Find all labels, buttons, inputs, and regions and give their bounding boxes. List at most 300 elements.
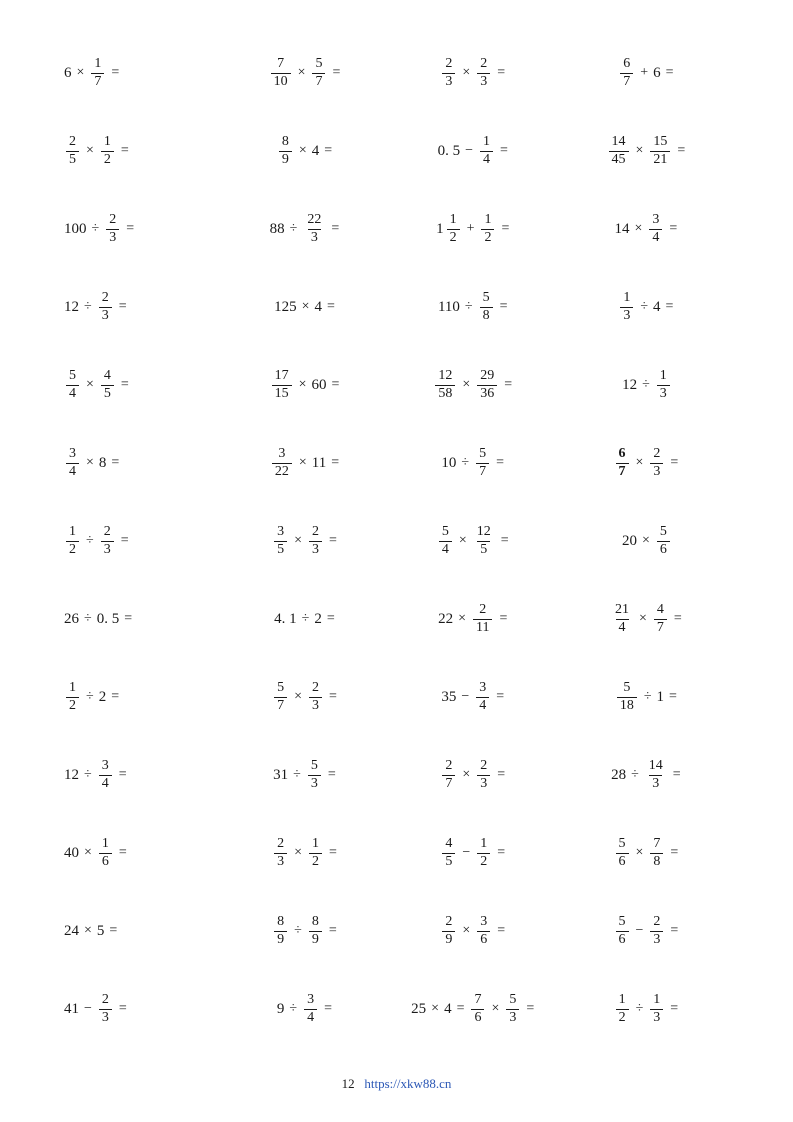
math-operator: = <box>118 299 127 314</box>
fraction-denominator: 3 <box>477 73 490 90</box>
problem-cell <box>559 447 735 479</box>
math-operator: = <box>669 221 678 236</box>
fraction-numerator: 1 <box>484 211 492 227</box>
fraction-denominator: 6 <box>99 853 112 870</box>
problem-row <box>58 892 735 970</box>
fraction-numerator: 17 <box>274 367 289 383</box>
fraction-denominator: 2 <box>616 1009 629 1026</box>
fraction <box>650 447 663 479</box>
math-number: 28 <box>611 766 627 783</box>
fraction-numerator: 6 <box>623 55 631 71</box>
fraction <box>101 369 114 401</box>
math-expression <box>272 837 339 869</box>
problem-cell <box>58 993 222 1025</box>
math-expression <box>64 681 121 713</box>
math-expression <box>614 447 681 479</box>
math-expression <box>270 213 342 245</box>
fraction <box>66 135 79 167</box>
fraction <box>650 993 663 1025</box>
fraction-numerator: 1 <box>659 367 667 383</box>
math-operator: = <box>111 689 120 704</box>
math-expression <box>622 525 672 557</box>
fraction <box>308 759 321 791</box>
fraction-numerator: 8 <box>277 913 285 929</box>
problem-cell <box>389 915 559 947</box>
fraction-denominator: 6 <box>616 931 629 948</box>
math-expression <box>438 603 509 635</box>
fraction <box>106 213 119 245</box>
math-operator: = <box>331 221 340 236</box>
math-operator: ÷ <box>84 299 92 314</box>
fraction-denominator: 7 <box>312 73 325 90</box>
fraction <box>309 915 322 947</box>
problem-cell <box>389 525 559 557</box>
math-operator: × <box>641 533 650 548</box>
fraction-numerator: 12 <box>438 367 453 383</box>
math-number: 88 <box>269 220 285 237</box>
math-expression <box>441 447 506 479</box>
math-expression <box>269 57 343 89</box>
fraction <box>649 213 662 245</box>
fraction-numerator: 3 <box>307 991 315 1007</box>
math-operator: × <box>635 455 644 470</box>
fraction <box>309 837 322 869</box>
math-expression <box>64 837 129 869</box>
fraction-denominator: 7 <box>274 697 287 714</box>
fraction <box>476 681 489 713</box>
fraction-numerator: 5 <box>479 445 487 461</box>
math-number: 10 <box>441 454 457 471</box>
math-number: 22 <box>438 610 454 627</box>
fraction <box>66 369 79 401</box>
math-operator: − <box>462 845 471 860</box>
math-number: 26 <box>64 610 79 627</box>
fraction-denominator: 7 <box>620 73 633 90</box>
math-expression <box>615 681 679 713</box>
math-number: 5 <box>96 922 105 939</box>
fraction-denominator: 4 <box>66 463 79 480</box>
math-number: 2 <box>98 688 107 705</box>
math-operator: ÷ <box>631 767 639 782</box>
math-expression <box>411 993 536 1025</box>
math-operator: = <box>665 65 674 80</box>
math-operator: ÷ <box>289 1001 298 1016</box>
fraction-numerator: 4 <box>656 601 664 617</box>
problem-cell <box>559 57 735 89</box>
math-operator: = <box>673 611 682 626</box>
fraction-numerator: 2 <box>311 523 319 539</box>
math-operator: = <box>120 143 129 158</box>
math-operator: = <box>669 689 677 704</box>
math-operator: ÷ <box>289 221 298 236</box>
fraction-denominator: 2 <box>481 229 494 246</box>
math-operator: = <box>328 845 337 860</box>
math-number: 14 <box>614 220 630 237</box>
math-number: 0. 5 <box>437 142 461 159</box>
fraction-numerator: 29 <box>480 367 495 383</box>
math-operator: − <box>84 1001 92 1016</box>
fraction <box>309 681 322 713</box>
math-operator: = <box>109 923 118 938</box>
math-number: 100 <box>64 220 87 237</box>
math-operator: × <box>294 533 302 548</box>
math-operator: = <box>677 143 686 158</box>
fraction <box>101 135 114 167</box>
fraction-numerator: 3 <box>479 679 487 695</box>
fraction <box>99 759 112 791</box>
fraction-denominator: 3 <box>308 775 321 792</box>
math-expression <box>610 603 684 635</box>
fraction <box>442 759 455 791</box>
fraction-denominator: 10 <box>271 73 291 90</box>
fraction <box>609 135 629 167</box>
fraction-numerator: 4 <box>103 367 111 383</box>
problem-cell <box>389 759 559 791</box>
math-expression <box>438 135 510 167</box>
fraction <box>442 57 455 89</box>
math-expression <box>437 525 511 557</box>
math-operator: ÷ <box>461 455 470 470</box>
math-operator: = <box>111 455 120 470</box>
problem-cell <box>222 993 388 1025</box>
math-expression <box>607 135 688 167</box>
fraction <box>66 681 79 713</box>
math-operator: = <box>496 689 505 704</box>
problem-cell <box>559 681 735 713</box>
fraction-denominator: 7 <box>91 73 104 90</box>
problem-cell <box>559 369 735 401</box>
math-operator: + <box>466 221 475 236</box>
math-number: 40 <box>64 844 79 861</box>
problem-cell <box>58 213 222 245</box>
math-operator: = <box>665 299 674 314</box>
fraction-denominator: 2 <box>309 853 322 870</box>
math-operator: − <box>635 923 644 938</box>
math-operator: ÷ <box>86 689 94 704</box>
fraction <box>279 135 292 167</box>
fraction-denominator: 5 <box>442 853 455 870</box>
fraction-numerator: 3 <box>101 757 109 773</box>
math-expression <box>614 915 681 947</box>
fraction <box>99 837 112 869</box>
fraction <box>274 915 287 947</box>
math-expression <box>64 525 131 557</box>
fraction <box>481 213 494 245</box>
math-number: 125 <box>274 298 297 315</box>
math-expression <box>274 612 337 627</box>
math-expression <box>64 993 129 1025</box>
fraction <box>650 915 663 947</box>
math-operator: = <box>118 1001 127 1016</box>
problem-cell <box>222 57 388 89</box>
fraction-numerator: 2 <box>480 757 488 773</box>
math-operator: = <box>326 611 335 626</box>
fraction-numerator: 8 <box>311 913 319 929</box>
math-operator: − <box>465 143 473 158</box>
math-operator: × <box>462 923 471 938</box>
math-operator: = <box>499 143 508 158</box>
problem-cell <box>58 291 222 323</box>
fraction <box>620 57 633 89</box>
problem-cell <box>222 135 388 167</box>
problem-row <box>58 502 735 580</box>
fraction-numerator: 2 <box>277 835 285 851</box>
fraction-denominator: 4 <box>616 619 629 636</box>
math-expression <box>441 681 506 713</box>
math-number: 24 <box>64 922 79 939</box>
fraction-numerator: 5 <box>659 523 667 539</box>
fraction <box>477 915 490 947</box>
problem-row <box>58 268 735 346</box>
fraction-numerator: 2 <box>101 289 109 305</box>
fraction <box>272 447 292 479</box>
fraction <box>477 759 490 791</box>
fraction-numerator: 2 <box>445 55 453 71</box>
math-expression <box>618 291 675 323</box>
problem-cell <box>58 57 222 89</box>
math-operator: × <box>297 65 306 80</box>
math-number: 110 <box>437 298 460 315</box>
fraction-numerator: 5 <box>69 367 76 383</box>
fraction-numerator: 1 <box>311 835 319 851</box>
fraction-denominator: 9 <box>274 931 287 948</box>
fraction-numerator: 5 <box>623 679 631 695</box>
problem-row <box>58 580 735 658</box>
math-operator: × <box>76 65 85 80</box>
fraction-denominator: 3 <box>308 229 321 246</box>
fraction-denominator: 2 <box>66 697 79 714</box>
math-operator: ÷ <box>643 689 652 704</box>
problem-cell <box>222 525 388 557</box>
fraction-denominator: 3 <box>99 1009 112 1026</box>
fraction <box>447 213 460 245</box>
fraction-numerator: 7 <box>277 55 285 71</box>
fraction-denominator: 2 <box>477 853 490 870</box>
fraction <box>654 603 667 635</box>
math-number: 60 <box>311 376 327 393</box>
fraction-denominator: 11 <box>473 619 492 636</box>
fraction-denominator: 3 <box>650 931 663 948</box>
math-number: 6 <box>653 64 661 81</box>
math-number: 1 <box>656 688 665 705</box>
problem-row <box>58 190 735 268</box>
math-operator: ÷ <box>84 611 92 626</box>
fraction-denominator: 4 <box>304 1009 317 1026</box>
fraction-denominator: 6 <box>471 1009 484 1026</box>
fraction-numerator: 1 <box>94 55 102 71</box>
fraction-denominator: 7 <box>442 775 455 792</box>
problem-cell <box>559 135 735 167</box>
math-operator: = <box>327 767 336 782</box>
fraction-denominator: 3 <box>442 73 455 90</box>
math-number: 12 <box>64 298 79 315</box>
math-expression <box>622 369 672 401</box>
fraction-denominator: 7 <box>616 463 629 480</box>
math-expression <box>64 447 121 479</box>
fraction-numerator: 1 <box>449 211 457 227</box>
math-operator: × <box>298 377 307 392</box>
fraction <box>274 837 287 869</box>
math-operator: × <box>294 845 302 860</box>
math-expression <box>433 369 514 401</box>
math-expression <box>611 759 683 791</box>
math-operator: ÷ <box>91 221 100 236</box>
problem-cell <box>559 915 735 947</box>
fraction-denominator: 18 <box>617 697 637 714</box>
math-operator: = <box>501 221 510 236</box>
math-operator: = <box>118 845 127 860</box>
math-number: 11 <box>311 454 327 471</box>
math-operator: × <box>84 845 92 860</box>
math-operator: = <box>497 767 506 782</box>
problem-cell <box>389 291 559 323</box>
fraction-numerator: 5 <box>310 757 318 773</box>
fraction <box>477 837 490 869</box>
fraction-denominator: 2 <box>66 541 79 558</box>
problem-cell <box>559 603 735 635</box>
math-operator: = <box>670 845 679 860</box>
fraction-numerator: 3 <box>278 445 286 461</box>
fraction-numerator: 1 <box>618 991 626 1007</box>
math-operator: = <box>331 377 340 392</box>
problem-cell <box>389 993 559 1025</box>
problem-cell <box>389 135 559 167</box>
mixed-number <box>436 213 462 245</box>
math-expression <box>436 213 511 245</box>
problem-cell <box>58 837 222 869</box>
fraction <box>616 915 629 947</box>
fraction-denominator: 4 <box>99 775 112 792</box>
fraction <box>476 447 489 479</box>
problem-cell <box>222 837 388 869</box>
fraction-denominator: 6 <box>477 931 490 948</box>
fraction-denominator: 9 <box>279 151 292 168</box>
fraction-numerator: 3 <box>277 523 285 539</box>
fraction <box>442 915 455 947</box>
math-expression <box>440 915 507 947</box>
problem-cell <box>559 525 735 557</box>
math-operator: × <box>86 455 94 470</box>
fraction-denominator: 6 <box>657 541 670 558</box>
math-operator: × <box>294 689 302 704</box>
fraction <box>101 525 114 557</box>
math-operator: × <box>431 1001 440 1016</box>
problem-cell <box>389 213 559 245</box>
fraction-numerator: 4 <box>445 835 453 851</box>
fraction <box>274 525 287 557</box>
fraction <box>66 525 79 557</box>
math-operator: = <box>526 1001 535 1016</box>
fraction-numerator: 2 <box>109 211 117 227</box>
math-expression <box>277 993 334 1025</box>
math-expression <box>270 369 342 401</box>
math-operator: × <box>491 1001 500 1016</box>
fraction-denominator: 36 <box>477 385 497 402</box>
math-expression <box>64 759 129 791</box>
fraction-numerator: 7 <box>474 991 482 1007</box>
math-operator: = <box>504 377 513 392</box>
math-operator: × <box>458 533 467 548</box>
math-operator: = <box>456 1001 465 1016</box>
math-operator: ÷ <box>640 299 649 314</box>
problem-cell <box>559 291 735 323</box>
math-expression <box>440 837 507 869</box>
math-operator: ÷ <box>84 767 92 782</box>
fraction-denominator: 4 <box>649 229 662 246</box>
math-operator: = <box>672 767 681 782</box>
fraction-numerator: 2 <box>445 913 453 929</box>
math-operator: = <box>499 299 508 314</box>
problem-row <box>58 814 735 892</box>
fraction-denominator: 4 <box>66 385 79 402</box>
fraction <box>304 993 317 1025</box>
math-expression <box>64 369 131 401</box>
problem-row <box>58 112 735 190</box>
problem-cell <box>222 300 388 315</box>
problem-cell <box>559 759 735 791</box>
fraction-numerator: 5 <box>482 289 490 305</box>
fraction <box>442 837 455 869</box>
math-operator: = <box>670 1001 679 1016</box>
problem-cell <box>222 447 388 479</box>
fraction <box>473 603 492 635</box>
fraction-denominator: 3 <box>101 541 114 558</box>
fraction-denominator: 3 <box>274 853 287 870</box>
fraction-denominator: 6 <box>616 853 629 870</box>
fraction-denominator: 3 <box>309 541 322 558</box>
fraction-numerator: 2 <box>69 133 76 149</box>
problem-row <box>58 34 735 112</box>
math-operator: × <box>86 377 94 392</box>
math-expression <box>272 681 339 713</box>
problem-cell <box>389 603 559 635</box>
fraction-denominator: 9 <box>309 931 322 948</box>
math-expression <box>64 291 129 323</box>
fraction-denominator: 9 <box>442 931 455 948</box>
math-number: 9 <box>276 1000 285 1017</box>
math-operator: = <box>496 455 505 470</box>
fraction-denominator: 15 <box>272 385 292 402</box>
fraction <box>272 369 292 401</box>
math-operator: ÷ <box>86 533 94 548</box>
math-operator: = <box>328 533 337 548</box>
fraction-denominator: 3 <box>106 229 119 246</box>
math-operator: × <box>86 143 94 158</box>
fraction <box>477 57 490 89</box>
fraction-numerator: 2 <box>311 679 319 695</box>
math-operator: × <box>639 611 647 626</box>
fraction-denominator: 3 <box>309 697 322 714</box>
fraction <box>477 369 497 401</box>
fraction-numerator: 5 <box>277 679 285 695</box>
math-operator: ÷ <box>635 1001 644 1016</box>
fraction-denominator: 4 <box>480 151 493 168</box>
fraction-numerator: 5 <box>618 913 626 929</box>
problem-cell <box>58 135 222 167</box>
fraction-denominator: 8 <box>480 307 493 324</box>
fraction-denominator: 58 <box>435 385 455 402</box>
math-operator: + <box>640 65 649 80</box>
fraction <box>66 447 79 479</box>
fraction <box>480 135 493 167</box>
fraction-numerator: 14 <box>611 133 626 149</box>
math-operator: ÷ <box>642 377 650 392</box>
math-expression <box>272 525 339 557</box>
page-number: 12 <box>341 1076 355 1091</box>
problem-cell <box>58 924 222 939</box>
fraction <box>646 759 666 791</box>
math-expression <box>64 612 134 627</box>
